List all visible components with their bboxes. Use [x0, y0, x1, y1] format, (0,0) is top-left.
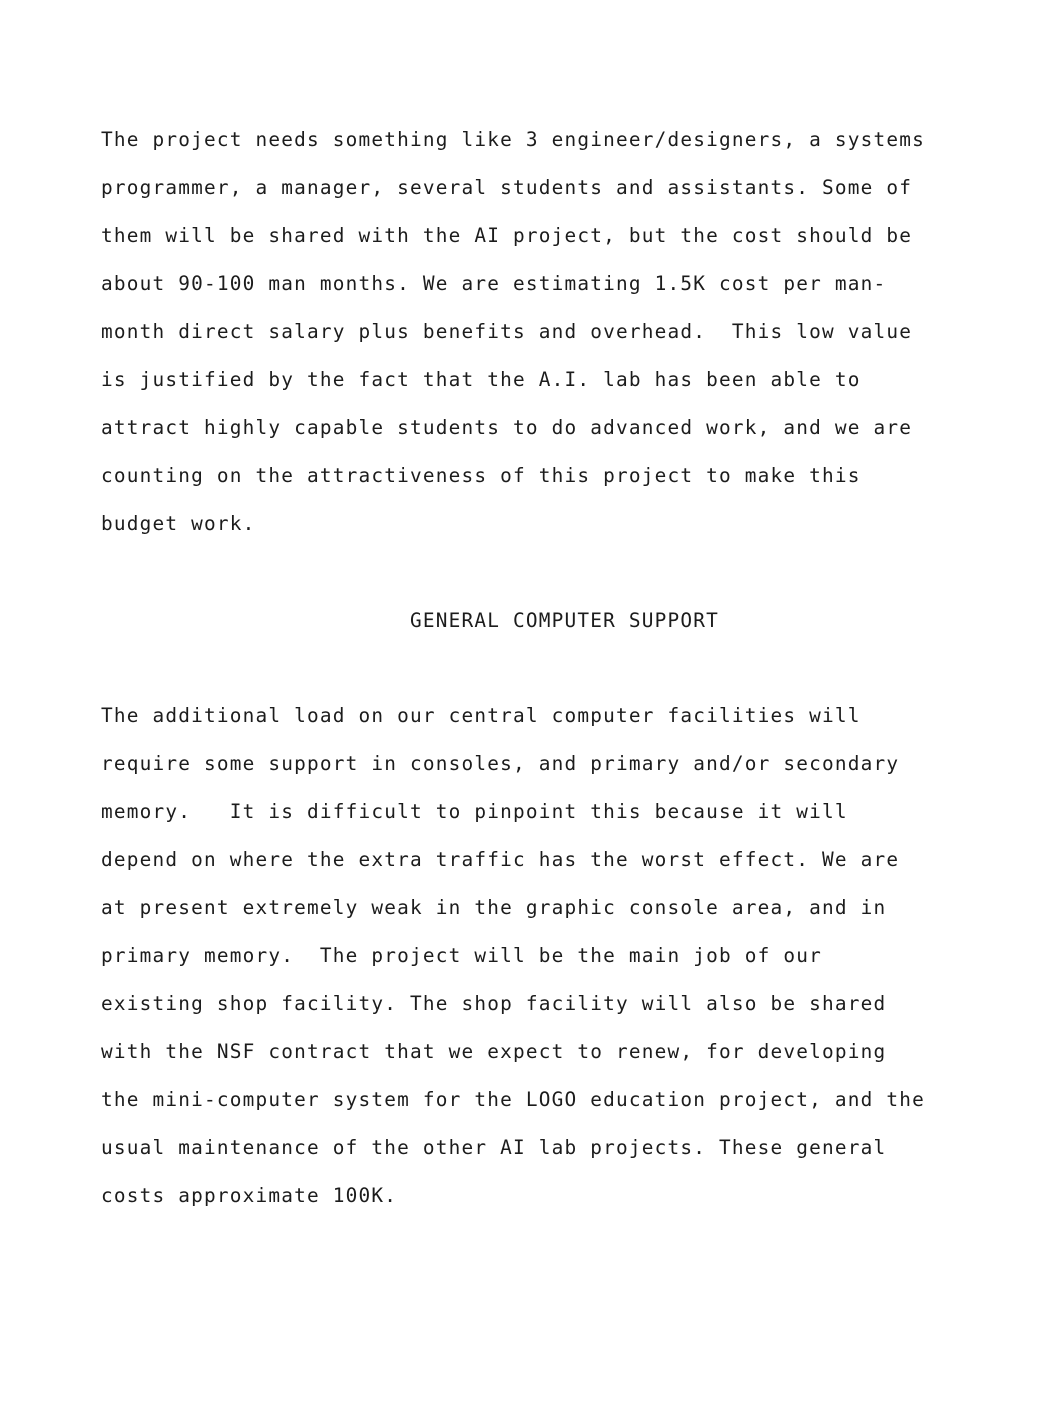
text-line: about 90-100 man months. We are estimating 1.5K cost per man- [101, 272, 887, 295]
text-line: usual maintenance of the other AI lab projects. These general [101, 1136, 887, 1159]
paragraph-staffing [101, 130, 925, 562]
text-line: month direct salary plus benefits and overhead. This low value [101, 320, 913, 343]
text-line: primary memory. The project will be the main job of our [101, 944, 822, 967]
text-line: depend on where the extra traffic has the worst effect. We are [101, 848, 900, 871]
section-heading: GENERAL COMPUTER SUPPORT [410, 609, 719, 632]
text-line: The project needs something like 3 engineer/designers, a systems [101, 128, 925, 151]
text-line: costs approximate 100K. [101, 1184, 398, 1207]
text-line: programmer, a manager, several students and assistants. Some of [101, 176, 913, 199]
text-line: existing shop facility. The shop facility will also be shared [101, 992, 887, 1015]
text-line: with the NSF contract that we expect to renew, for developing [101, 1040, 887, 1063]
text-line: budget work. [101, 512, 256, 535]
paragraph-computer-support [101, 706, 925, 1234]
text-line: memory. It is difficult to pinpoint this because it will [101, 800, 848, 823]
text-line: The additional load on our central computer facilities will [101, 704, 861, 727]
text-line: attract highly capable students to do advanced work, and we are [101, 416, 913, 439]
text-line: the mini-computer system for the LOGO education project, and the [101, 1088, 925, 1111]
text-line: require some support in consoles, and primary and/or secondary [101, 752, 900, 775]
text-line: counting on the attractiveness of this project to make this [101, 464, 861, 487]
text-line: is justified by the fact that the A.I. lab has been able to [101, 368, 861, 391]
text-line: them will be shared with the AI project, but the cost should be [101, 224, 913, 247]
text-line: at present extremely weak in the graphic console area, and in [101, 896, 887, 919]
